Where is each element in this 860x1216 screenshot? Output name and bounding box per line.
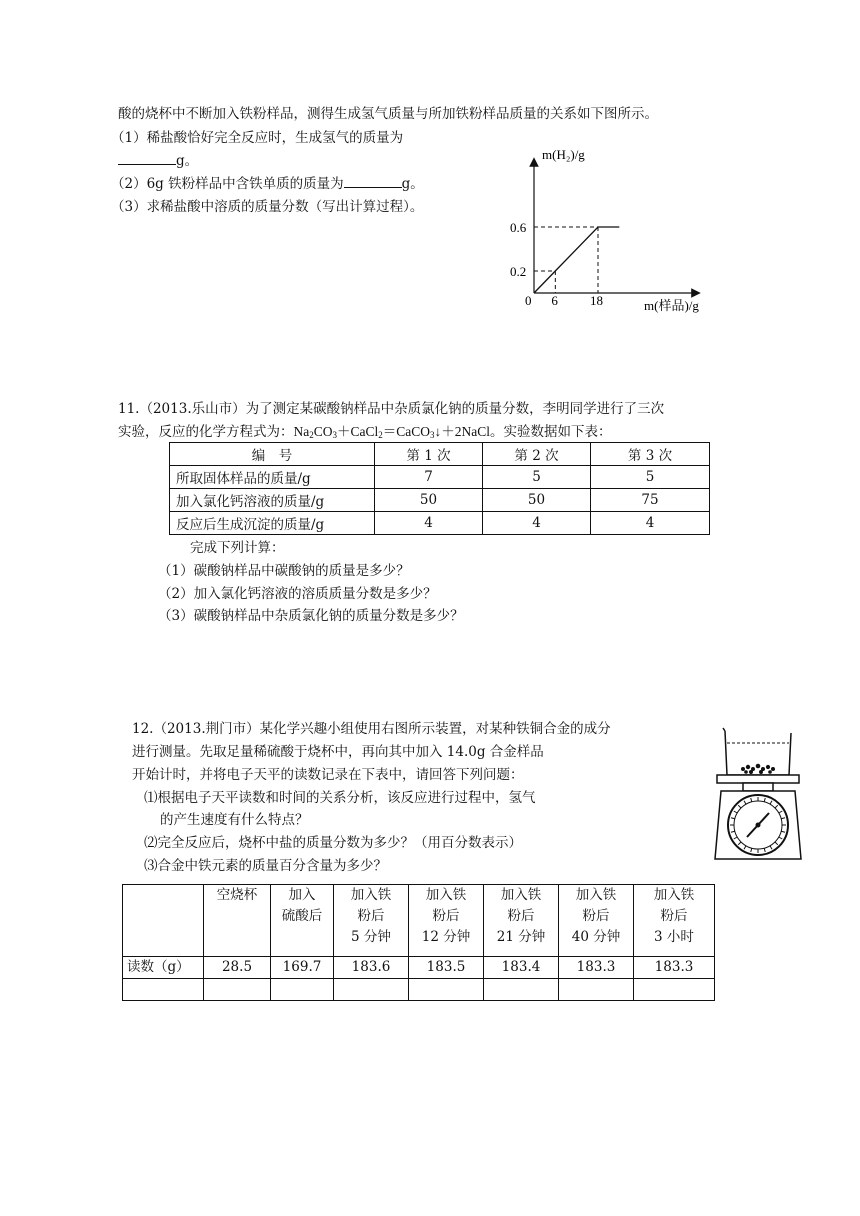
q12-line1: 12.（2013.荆门市）某化学兴趣小组使用右图所示装置，对某种铁铜合金的成分: [132, 721, 611, 737]
table-header-cell: 编 号: [170, 443, 375, 466]
q10-sub2: （2）6g 铁粉样品中含铁单质的质量为 g。: [111, 176, 424, 192]
table-cell: 7: [375, 466, 483, 489]
q12-sub3: ⑶合金中铁元素的质量百分含量为多少？: [144, 858, 387, 874]
table-row: [170, 512, 710, 535]
table-cell: 5: [591, 466, 710, 489]
q10-intro: 酸的烧杯中不断加入铁粉样品，测得生成氢气质量与所加铁粉样品质量的关系如下图所示。: [118, 106, 658, 122]
table-cell: 50: [375, 489, 483, 512]
q12-sub1a: ⑴根据电子天平读数和时间的关系分析，该反应进行过程中，氢气: [144, 790, 536, 806]
table-cell: [123, 979, 204, 1001]
q12-sub1b: 的产生速度有什么特点？: [160, 812, 309, 828]
table-row: [170, 466, 710, 489]
table-header-cell: 第 2 次: [483, 443, 591, 466]
table-cell: 反应后生成沉淀的质量/g: [170, 512, 375, 535]
q11-after: 完成下列计算：: [190, 540, 285, 556]
q12-data-table: [122, 884, 715, 1001]
q10-sub3: （3）求稀盐酸中溶质的质量分数（写出计算过程）。: [111, 199, 424, 215]
table-cell: [204, 979, 271, 1001]
answer-blank[interactable]: [344, 175, 402, 188]
table-row: [123, 957, 715, 979]
q12-line2: 进行测量。先取足量稀硫酸于烧杯中，再向其中加入 14.0g 合金样品: [132, 744, 544, 760]
series-line: [534, 227, 619, 293]
table-cell: 183.5: [409, 957, 484, 979]
table-header-cell: 加入铁 粉后 40 分钟: [559, 885, 634, 957]
table-header-cell: 第 3 次: [591, 443, 710, 466]
q11-data-table: [169, 442, 710, 535]
table-cell: [334, 979, 409, 1001]
table-header-cell: 加入铁 粉后 21 分钟: [484, 885, 559, 957]
table-header-cell: 第 1 次: [375, 443, 483, 466]
table-cell: 5: [483, 466, 591, 489]
table-cell: 75: [591, 489, 710, 512]
y-axis-label: m(H₂)/g: [542, 147, 585, 162]
q11-line2: 实验，反应的化学方程式为：$Na_2CO_3+CaCl_2=CaCO_3↓+2NaCl$。实验数据如下表：: [118, 424, 612, 440]
origin-label: 0: [525, 293, 532, 308]
x-tick-label: 6: [551, 293, 558, 308]
table-cell: [123, 885, 204, 957]
q12-line3: 开始计时，并将电子天平的读数记录在下表中，请回答下列问题：: [132, 767, 524, 783]
answer-blank[interactable]: [118, 152, 176, 165]
q11-sub1: （1）碳酸钠样品中碳酸钠的质量是多少？: [158, 563, 410, 579]
table-cell: 4: [375, 512, 483, 535]
table-cell: [559, 979, 634, 1001]
table-cell: [271, 979, 334, 1001]
hydrogen-mass-chart: [500, 142, 730, 317]
table-cell: 183.3: [559, 957, 634, 979]
table-header-cell: 加入铁 粉后 12 分钟: [409, 885, 484, 957]
y-tick-label: 0.2: [510, 264, 527, 279]
q10-sub1-answer: g。: [118, 151, 198, 171]
table-header-cell: 空烧杯: [204, 885, 271, 957]
table-row: [123, 885, 715, 957]
table-cell: 4: [591, 512, 710, 535]
table-row: [170, 489, 710, 512]
table-row: [170, 443, 710, 466]
q11-line1: 11.（2013.乐山市）为了测定某碳酸钠样品中杂质氯化钠的质量分数，李明同学进行了三次: [118, 401, 665, 417]
beaker-balance-illustration: [713, 727, 803, 867]
x-axis-label: m(样品)/g: [644, 298, 699, 313]
table-cell: 169.7: [271, 957, 334, 979]
table-cell: 183.3: [634, 957, 715, 979]
q12-sub2: ⑵完全反应后，烧杯中盐的质量分数为多少？（用百分数表示）: [144, 835, 522, 851]
table-cell: 4: [483, 512, 591, 535]
table-row: [123, 979, 715, 1001]
table-cell: [484, 979, 559, 1001]
y-tick-label: 0.6: [510, 220, 527, 235]
q10-sub1: （1）稀盐酸恰好完全反应时，生成氢气的质量为: [111, 130, 404, 146]
q11-sub3: （3）碳酸钠样品中杂质氯化钠的质量分数是多少？: [158, 608, 464, 624]
table-cell: 50: [483, 489, 591, 512]
x-tick-label: 18: [590, 293, 603, 308]
table-cell: 加入氯化钙溶液的质量/g: [170, 489, 375, 512]
table-cell: [409, 979, 484, 1001]
table-cell: 所取固体样品的质量/g: [170, 466, 375, 489]
table-header-cell: 加入 硫酸后: [271, 885, 334, 957]
table-cell: 183.6: [334, 957, 409, 979]
table-header-cell: 加入铁 粉后 5 分钟: [334, 885, 409, 957]
row-label: 读数（g）: [123, 957, 204, 979]
table-header-cell: 加入铁 粉后 3 小时: [634, 885, 715, 957]
table-cell: 28.5: [204, 957, 271, 979]
table-cell: [634, 979, 715, 1001]
table-cell: 183.4: [484, 957, 559, 979]
q11-sub2: （2）加入氯化钙溶液的溶质质量分数是多少？: [158, 586, 437, 602]
